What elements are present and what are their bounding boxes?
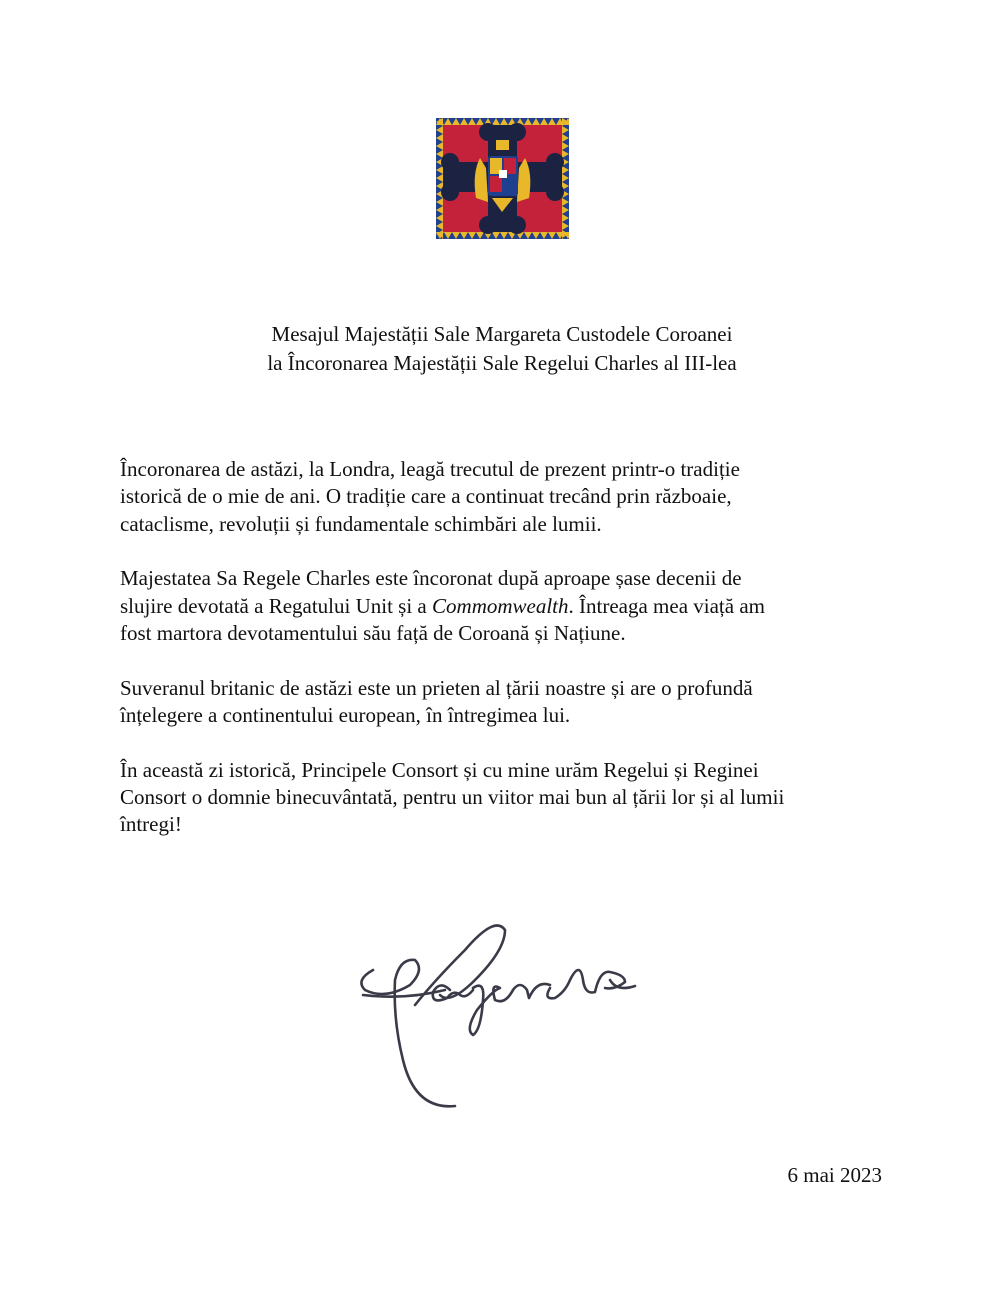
royal-flag-emblem: [436, 118, 569, 239]
text-line: Încoronarea de astăzi, la Londra, leagă trecutul de prezent printr-o tradiție: [120, 457, 740, 481]
text-line: întregi!: [120, 812, 182, 837]
paragraph-1: [120, 456, 920, 538]
text-line: Consort o domnie binecuvântată, pentru un viitor mai bun al țării lor și al lumii: [120, 785, 785, 810]
text-line: În această zi istorică, Principele Consort și cu mine urăm Regelui și Reginei: [120, 757, 759, 782]
italic-term: Commomwealth: [432, 593, 569, 618]
text-line: [120, 593, 920, 620]
text-line: Majestatea Sa Regele Charles este încoronat după aproape șase decenii de: [120, 566, 742, 591]
text-segment: . Întreaga mea viață am: [568, 593, 765, 618]
text-line: istorică de o mie de ani. O tradiție care a continuat trecând prin războaie,: [120, 484, 732, 509]
document-title: [0, 320, 1000, 378]
paragraph-2: [120, 565, 920, 647]
title-line-1: Mesajul Majestății Sale Margareta Custodele Coroanei: [271, 322, 733, 346]
letter-body: [120, 456, 920, 866]
paragraph-4: [120, 757, 920, 839]
paragraph-3: [120, 675, 920, 730]
text-segment: slujire devotată a Regatului Unit și a: [120, 593, 433, 618]
title-line-2: la Încoronarea Majestății Sale Regelui Charles al III-lea: [267, 351, 737, 375]
text-line: cataclisme, revoluții și fundamentale schimbări ale lumii.: [120, 511, 602, 536]
letter-date: 6 mai 2023: [787, 1163, 882, 1187]
text-line: fost martora devotamentului său față de Coroană și Națiune.: [120, 620, 626, 645]
text-line: Suveranul britanic de astăzi este un prieten al țării noastre și are o profundă: [120, 675, 753, 700]
handwritten-signature: [355, 910, 655, 1115]
text-line: înțelegere a continentului european, în întregimea lui.: [120, 703, 571, 728]
